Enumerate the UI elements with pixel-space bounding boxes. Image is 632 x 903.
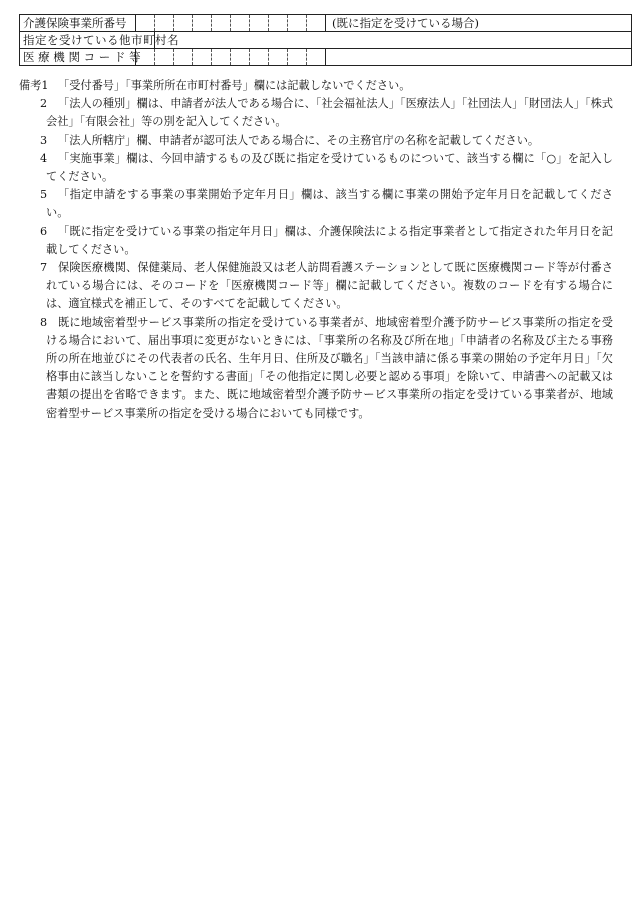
note-heading (19, 77, 49, 95)
note-text: 「指定申請をする事業の事業開始予定年月日」欄は、該当する欄に事業の開始予定年月日を記載してください。 (46, 188, 613, 220)
digit-box[interactable] (307, 15, 326, 32)
note-number: 5 (40, 188, 48, 202)
care-insurance-number-row (20, 15, 632, 32)
care-insurance-number-label: 介護保険事業所番号 (20, 15, 136, 32)
medical-code-row (20, 49, 632, 66)
digit-box[interactable] (288, 49, 307, 66)
note-text: 保険医療機関、保健薬局、老人保健施設又は老人訪問看護ステーションとして既に医療機関コード等が付番されている場合には、そのコードを「医療機関コード等」欄に記載してください。複数のコードを有する場合には、適宜様式を補正して、そのすべてを記載してください。 (46, 261, 613, 311)
note-item (19, 77, 613, 95)
medical-code-label: 医 療 機 関 コ ー ド 等 (20, 49, 136, 66)
note-number: 4 (40, 151, 48, 165)
digit-box[interactable] (231, 15, 250, 32)
digit-box[interactable] (269, 15, 288, 32)
note-item (19, 223, 613, 259)
digit-box[interactable] (174, 15, 193, 32)
note-item (19, 186, 613, 222)
note-number: 7 (40, 261, 48, 275)
digit-box[interactable] (269, 49, 288, 66)
note-number: 6 (40, 224, 48, 238)
digit-box[interactable] (250, 15, 269, 32)
note-item (19, 259, 613, 314)
other-municipality-label: 指定を受けている他市町村名 (20, 32, 155, 49)
digit-box[interactable] (288, 15, 307, 32)
digit-box[interactable] (174, 49, 193, 66)
note-text: 「実施事業」欄は、今回申請するもの及び既に指定を受けているものについて、該当する欄に「○」を記入してください。 (46, 151, 613, 184)
note-text: 「受付番号」「事業所所在市町村番号」欄には記載しないでください。 (58, 79, 411, 92)
digit-box[interactable] (307, 49, 326, 66)
digit-box[interactable] (250, 49, 269, 66)
digit-box[interactable] (155, 15, 174, 32)
note-item (19, 314, 613, 423)
digit-box[interactable] (155, 49, 174, 66)
notes-heading-text: 備考 (19, 79, 42, 92)
digit-box[interactable] (193, 49, 212, 66)
digit-box[interactable] (193, 15, 212, 32)
note-item (19, 95, 613, 131)
digit-box[interactable] (231, 49, 250, 66)
medical-code-extra[interactable] (326, 49, 632, 66)
note-number: 3 (40, 133, 48, 147)
digit-box[interactable] (212, 15, 231, 32)
already-designated-note: (既に指定を受けている場合) (326, 15, 632, 32)
office-number-table (19, 14, 632, 66)
notes-section (19, 77, 613, 423)
note-number: 1 (41, 79, 49, 92)
note-item (19, 150, 613, 186)
note-number: 8 (40, 315, 48, 329)
note-number: 2 (40, 97, 48, 111)
other-municipality-input[interactable] (155, 32, 632, 49)
note-text: 「既に指定を受けている事業の指定年月日」欄は、介護保険法による指定事業者として指定された年月日を記載してください。 (46, 224, 613, 256)
other-municipality-row (20, 32, 632, 49)
note-item (19, 132, 613, 150)
note-text: 「法人所轄庁」欄、申請者が認可法人である場合に、その主務官庁の名称を記載してください。 (58, 133, 540, 147)
note-text: 「法人の種別」欄は、申請者が法人である場合に、「社会福祉法人」「医療法人」「社団法人」「財団法人」「株式会社」「有限会社」等の別を記入してください。 (46, 97, 613, 129)
note-text: 既に地域密着型サービス事業所の指定を受けている事業者が、地域密着型介護予防サービス事業所の指定を受ける場合において、届出事項に変更がないときには、「事業所の名称及び所在地」「申請者の名称及び主たる事務所の所在地並びにその代表者の氏名、生年月日、住所及び職名」「当該申請に係る事業の開始の予定年月日」「欠格事由に該当しないことを誓約する書面」「その他指定に関し必要と認める事項」を除いて、申請書への記載又は書類の提出を省略できます。また、既に地域密着型介護予防サービス事業所の指定を受けている事業者が、地域密着型サービス事業所の指定を受ける場合においても同様です。 (46, 315, 613, 420)
digit-box[interactable] (212, 49, 231, 66)
digit-box[interactable] (136, 15, 155, 32)
